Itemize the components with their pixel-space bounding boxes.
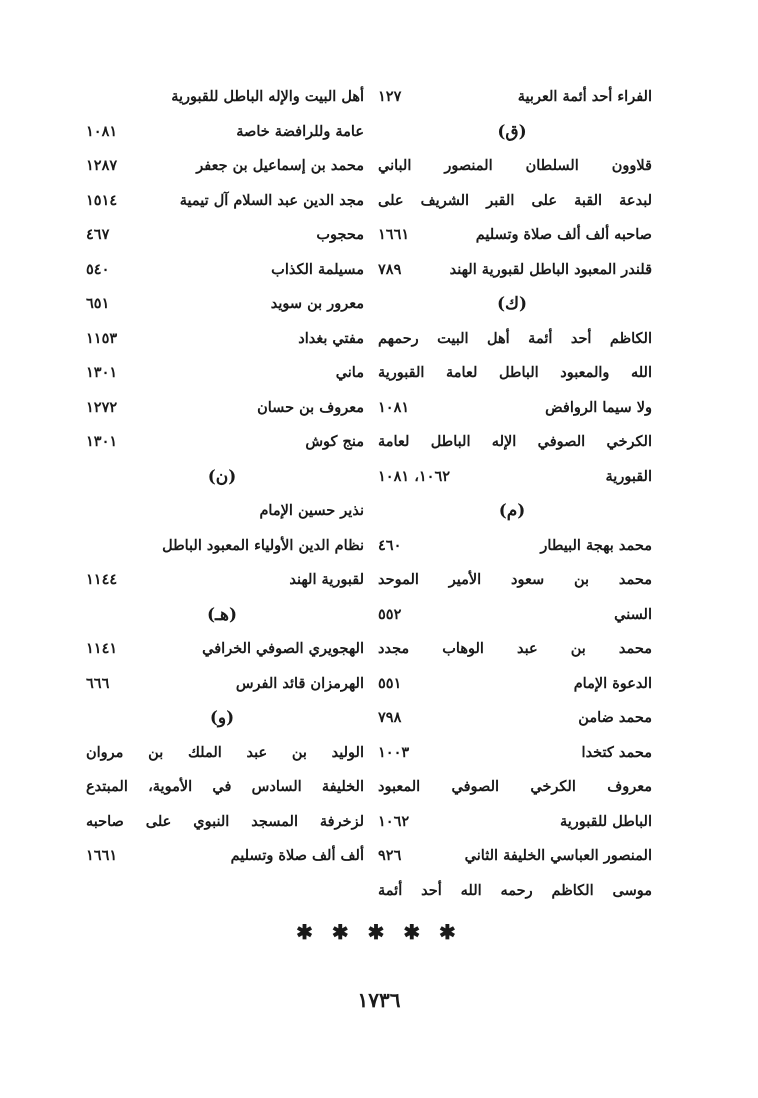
entry-page-number: ٤٦٧ [86, 226, 110, 243]
entry-text: لبدعة القبة على القبر الشريف على [378, 191, 652, 209]
letter-heading-text: (هـ) [206, 604, 238, 625]
letter-heading-text: (و) [209, 708, 235, 728]
entry-text: محجوب [316, 226, 364, 243]
index-entry [80, 839, 364, 874]
entry-text: الهرمزان قائد الفرس [235, 674, 364, 692]
entry-text: ولا سيما الروافض [545, 398, 652, 416]
index-entry [80, 356, 364, 391]
entry-page-number: ١٠٦٢، ١٠٨١ [378, 467, 451, 485]
index-entry [80, 529, 364, 564]
entry-page-number: ١٠٨١ [378, 398, 410, 416]
index-entry [372, 356, 652, 391]
entry-page-number: ١٠٦٢ [378, 812, 410, 830]
index-entry [372, 701, 652, 736]
entry-page-number: ١١٤١ [86, 640, 118, 657]
entry-page-number: ٤٦٠ [378, 536, 402, 554]
entry-text: الهجويري الصوفي الخرافي [202, 640, 364, 657]
index-entry [372, 839, 652, 874]
index-entry [372, 184, 652, 219]
section-separator-stars: ✱ ✱ ✱ ✱ ✱ [296, 920, 462, 944]
entry-text: موسى الكاظم رحمه الله أحد أئمة [378, 881, 652, 899]
entry-text: محمد ضامن [578, 709, 652, 726]
letter-heading-text: (م) [498, 501, 526, 521]
entry-text: محمد بن سعود الأمير الموحد [378, 571, 652, 588]
letter-heading-text: (ن) [207, 466, 237, 487]
letter-heading-text: (ق) [497, 121, 527, 142]
index-column-left [80, 80, 364, 874]
index-column-right [372, 80, 652, 908]
entry-text: الله والمعبود الباطل لعامة القبورية [378, 364, 652, 381]
entry-page-number: ٧٩٨ [378, 709, 402, 726]
entry-text: محمد كتخدا [581, 743, 652, 761]
index-entry [372, 322, 652, 357]
entry-text: لزخرفة المسجد النبوي على صاحبه [86, 812, 364, 830]
index-entry [80, 494, 364, 529]
index-letter-heading [80, 598, 364, 633]
index-entry [372, 632, 652, 667]
index-entry [372, 529, 652, 564]
entry-page-number: ١٦٦١ [378, 226, 410, 243]
index-entry [80, 253, 364, 288]
entry-text: الوليد بن عبد الملك بن مروان [86, 743, 364, 761]
entry-text: قلندر المعبود الباطل لقبورية الهند [449, 260, 652, 278]
index-entry [372, 391, 652, 426]
entry-text: محمد بهجة البيطار [540, 536, 652, 554]
entry-text: عامة وللرافضة خاصة [236, 122, 364, 140]
entry-page-number: ٧٨٩ [378, 260, 402, 278]
entry-page-number: ١٥١٤ [86, 191, 118, 209]
index-entry [372, 218, 652, 253]
index-entry [80, 218, 364, 253]
entry-page-number: ٥٥١ [378, 674, 402, 692]
index-letter-heading [372, 287, 652, 322]
entry-text: الخليفة السادس في الأموية، المبتدع [86, 778, 364, 795]
entry-text: القبورية [605, 467, 652, 485]
index-entry [80, 184, 364, 219]
index-letter-heading [372, 494, 652, 529]
index-entry [372, 425, 652, 460]
index-entry [80, 80, 364, 115]
entry-page-number: ٥٤٠ [86, 260, 110, 278]
entry-text: الدعوة الإمام [573, 674, 652, 692]
entry-text: الفراء أحد أئمة العربية [517, 88, 652, 105]
entry-page-number: ١١٤٤ [86, 571, 118, 588]
entry-text: مفتي بغداد [298, 329, 364, 347]
index-entry [372, 598, 652, 633]
entry-page-number: ١٣٠١ [86, 433, 118, 450]
index-entry [80, 115, 364, 150]
entry-text: ماني [335, 364, 364, 381]
entry-text: أهل البيت والإله الباطل للقبورية [171, 88, 364, 105]
entry-text: قلاوون السلطان المنصور الباني [378, 157, 652, 174]
entry-page-number: ٩٢٦ [378, 847, 402, 864]
entry-text: السني [614, 605, 652, 623]
entry-page-number: ١١٥٣ [86, 329, 118, 347]
entry-text: مسيلمة الكذاب [271, 260, 364, 278]
index-entry [80, 563, 364, 598]
index-entry [372, 667, 652, 702]
entry-text: معروف الكرخي الصوفي المعبود [378, 778, 652, 795]
index-entry [372, 874, 652, 909]
index-entry [80, 425, 364, 460]
entry-text: ألف ألف صلاة وتسليم [230, 847, 364, 864]
index-entry [80, 149, 364, 184]
entry-text: معرور بن سويد [270, 295, 364, 312]
index-entry [80, 667, 364, 702]
index-entry [372, 253, 652, 288]
entry-text: محمد بن إسماعيل بن جعفر [196, 157, 364, 174]
entry-page-number: ١٠٠٣ [378, 743, 410, 761]
letter-heading-text: (ك) [496, 294, 528, 314]
entry-page-number: ١٢٧٢ [86, 398, 118, 416]
index-entry [372, 805, 652, 840]
entry-text: محمد بن عبد الوهاب مجدد [378, 640, 652, 657]
entry-page-number: ٦٦٦ [86, 674, 110, 692]
index-entry [80, 632, 364, 667]
entry-text: نذير حسين الإمام [259, 502, 364, 519]
index-entry [80, 391, 364, 426]
entry-text: نظام الدين الأولياء المعبود الباطل [162, 536, 364, 554]
index-letter-heading [372, 115, 652, 150]
entry-text: الكاظم أحد أئمة أهل البيت رحمهم [378, 329, 652, 347]
entry-text: المنصور العباسي الخليفة الثاني [464, 847, 652, 864]
page-number: ١٧٣٦ [357, 988, 401, 1012]
index-letter-heading [80, 460, 364, 495]
entry-text: صاحبه ألف ألف صلاة وتسليم [475, 226, 652, 243]
index-entry [372, 149, 652, 184]
entry-page-number: ١٢٨٧ [86, 157, 118, 174]
index-entry [372, 770, 652, 805]
entry-page-number: ٦٥١ [86, 295, 110, 312]
index-entry [372, 563, 652, 598]
entry-text: مجد الدين عبد السلام آل تيمية [179, 191, 364, 209]
entry-text: الباطل للقبورية [559, 812, 652, 830]
index-entry [372, 80, 652, 115]
entry-page-number: ١٠٨١ [86, 122, 118, 140]
entry-page-number: ١٦٦١ [86, 847, 118, 864]
entry-page-number: ١٢٧ [378, 88, 402, 105]
entry-text: لقبورية الهند [289, 571, 364, 588]
entry-text: الكرخي الصوفي الإله الباطل لعامة [378, 433, 652, 450]
index-entry [80, 805, 364, 840]
entry-page-number: ٥٥٢ [378, 605, 402, 623]
entry-text: معروف بن حسان [257, 398, 364, 416]
index-entry [80, 736, 364, 771]
index-entry [372, 460, 652, 495]
index-entry [372, 736, 652, 771]
index-entry [80, 770, 364, 805]
entry-text: منج كوش [305, 433, 364, 450]
index-letter-heading [80, 701, 364, 736]
entry-page-number: ١٣٠١ [86, 364, 118, 381]
index-entry [80, 322, 364, 357]
index-entry [80, 287, 364, 322]
